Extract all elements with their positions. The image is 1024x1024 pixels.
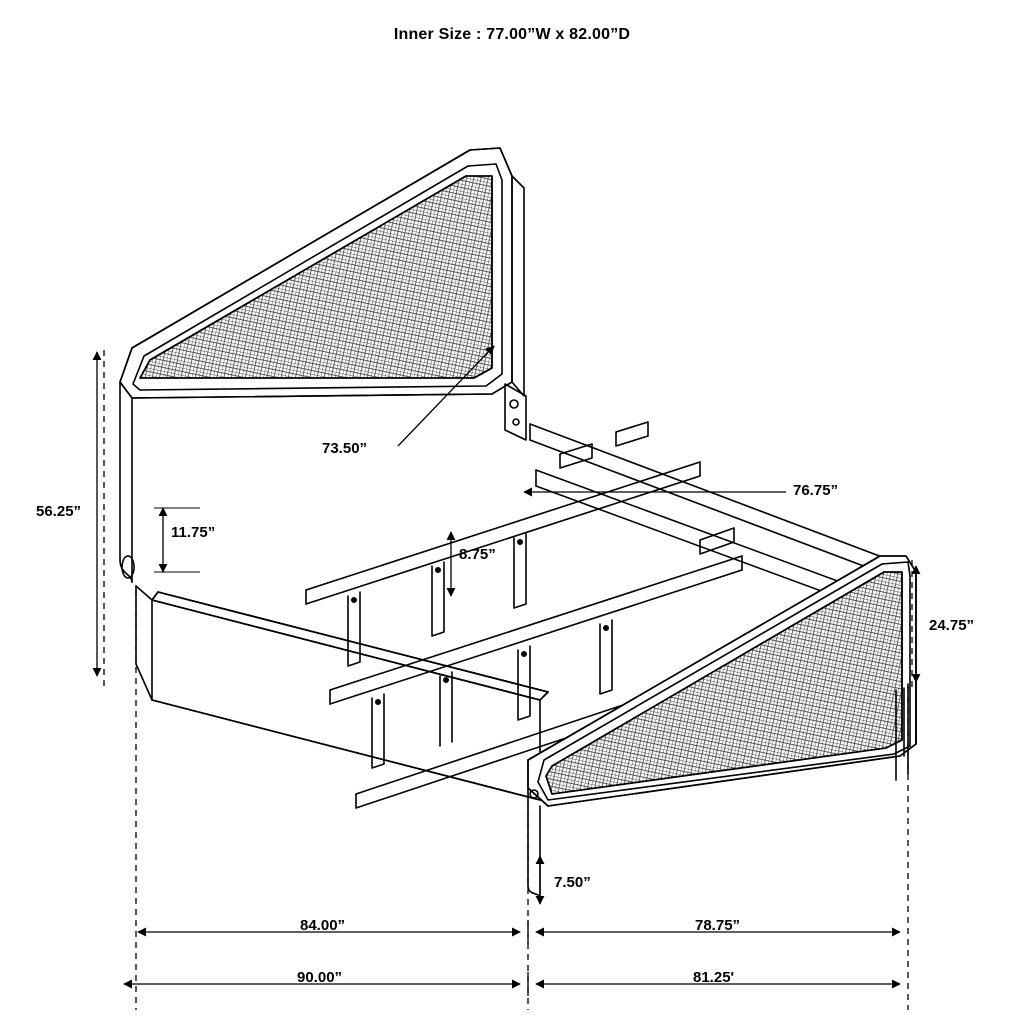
- dim-label-headboard-height: 56.25”: [36, 503, 82, 520]
- dim-label-floor-clearance: 7.50”: [554, 874, 591, 891]
- dim-label-headboard-panel-width: 73.50”: [322, 440, 368, 457]
- left-side-rail: [136, 586, 548, 800]
- dim-label-side-rail-left: 84.00”: [300, 917, 346, 934]
- dim-label-inner-width: 76.75”: [793, 482, 839, 499]
- dim-label-rail-to-slat-gap: 11.75”: [171, 524, 216, 541]
- dim-label-footboard-height: 24.75”: [929, 617, 975, 634]
- dim-label-slat-height: 8.75”: [459, 546, 496, 563]
- page-title: Inner Size : 77.00”W x 82.00”D: [393, 26, 631, 43]
- dim-label-side-rail-right: 78.75”: [695, 917, 741, 934]
- headboard: [120, 148, 526, 582]
- dim-label-overall-left: 90.00”: [297, 969, 343, 986]
- dim-label-overall-right: 81.25': [693, 969, 735, 986]
